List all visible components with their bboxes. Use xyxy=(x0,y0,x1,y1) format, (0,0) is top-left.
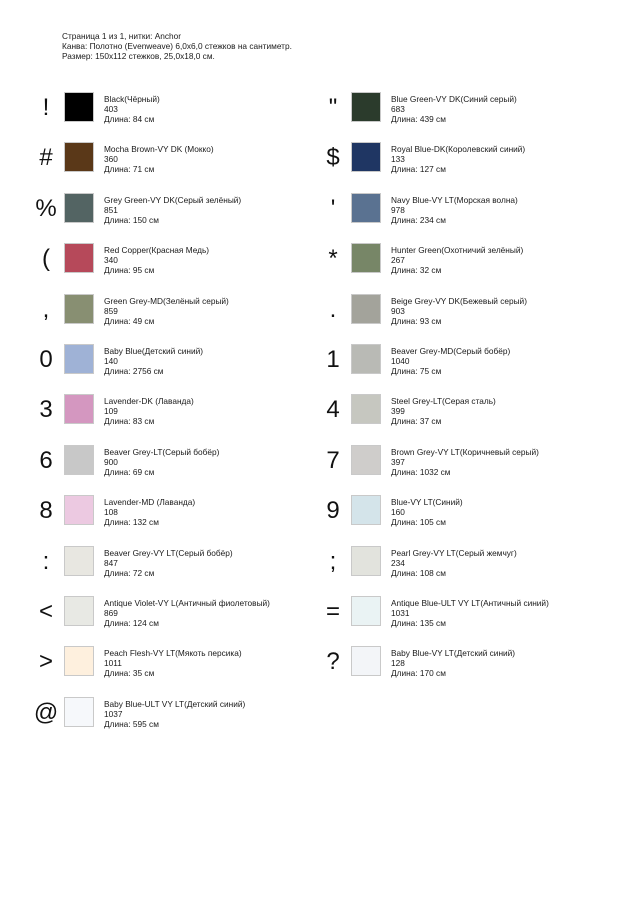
color-swatch xyxy=(351,294,381,324)
thread-code: 234 xyxy=(391,557,405,568)
thread-info xyxy=(104,94,160,124)
stitch-symbol: 4 xyxy=(326,396,340,424)
thread-info xyxy=(391,497,463,527)
thread-info xyxy=(104,396,194,426)
thread-info xyxy=(104,346,203,376)
thread-name: Grey Green-VY DK(Серый зелёный) xyxy=(104,194,242,205)
thread-length: Длина: 35 см xyxy=(104,668,155,679)
thread-code: 397 xyxy=(391,456,405,467)
legend-entry xyxy=(315,596,615,632)
stitch-symbol: @ xyxy=(33,698,59,726)
stitch-symbol: " xyxy=(328,94,338,121)
thread-name: Baby Blue(Детский синий) xyxy=(104,346,203,356)
legend-entry xyxy=(315,92,615,128)
thread-info xyxy=(391,548,517,578)
stitch-symbol: * xyxy=(328,245,338,273)
thread-name: Steel Grey-LT(Серая сталь) xyxy=(391,396,496,407)
thread-code: 128 xyxy=(391,658,405,669)
thread-name: Brown Grey-VY LT(Коричневый серый) xyxy=(391,446,539,457)
thread-name: Blue Green-VY DK(Синий серый) xyxy=(391,94,517,104)
thread-length: Длина: 93 см xyxy=(391,315,442,326)
thread-code: 267 xyxy=(391,255,405,266)
legend-entry xyxy=(28,193,328,229)
thread-code: 903 xyxy=(391,305,405,316)
thread-code: 403 xyxy=(104,104,118,114)
size-info-line: Размер: 150x112 стежков, 25,0x18,0 см. xyxy=(62,51,215,61)
legend-entry xyxy=(315,344,615,380)
thread-name: Red Copper(Красная Медь) xyxy=(104,245,210,256)
thread-code: 108 xyxy=(104,507,118,518)
stitch-symbol: 7 xyxy=(326,446,340,474)
color-swatch xyxy=(64,495,94,525)
thread-info xyxy=(104,699,245,729)
legend-entry xyxy=(28,294,328,330)
thread-info xyxy=(104,195,241,225)
thread-name: Beige Grey-VY DK(Бежевый серый) xyxy=(391,295,527,306)
thread-code: 399 xyxy=(391,406,405,417)
thread-name: Black(Чёрный) xyxy=(104,94,160,104)
thread-info xyxy=(391,195,518,225)
thread-name: Mocha Brown-VY DK (Мокко) xyxy=(104,144,214,155)
thread-info xyxy=(391,144,525,174)
thread-info xyxy=(104,548,233,578)
legend-entry xyxy=(315,495,615,531)
legend-entry xyxy=(28,243,328,279)
thread-name: Beaver Grey-LT(Серый бобёр) xyxy=(104,446,220,457)
thread-code: 1040 xyxy=(391,356,410,366)
legend-entry xyxy=(315,294,615,330)
thread-length: Длина: 234 см xyxy=(391,214,446,225)
stitch-symbol: 3 xyxy=(39,396,53,424)
color-swatch xyxy=(64,596,94,626)
legend-entry xyxy=(28,495,328,531)
thread-name: Antique Blue-ULT VY LT(Античный синий) xyxy=(391,598,549,608)
thread-length: Длина: 75 см xyxy=(391,366,442,376)
thread-name: Lavender-MD (Лаванда) xyxy=(104,497,196,508)
legend-entry xyxy=(315,243,615,279)
thread-code: 683 xyxy=(391,104,405,114)
thread-info xyxy=(104,497,195,527)
thread-code: 140 xyxy=(104,356,118,366)
thread-info xyxy=(104,648,242,678)
thread-name: Antique Violet-VY L(Античный фиолетовый) xyxy=(104,598,270,608)
thread-length: Длина: 132 см xyxy=(104,517,159,528)
thread-length: Длина: 135 см xyxy=(391,618,446,628)
color-swatch xyxy=(64,92,94,122)
thread-length: Длина: 105 см xyxy=(391,517,446,528)
legend-entry xyxy=(315,193,615,229)
thread-name: Baby Blue-VY LT(Детский синий) xyxy=(391,648,516,659)
thread-info xyxy=(391,447,539,477)
thread-name: Green Grey-MD(Зелёный серый) xyxy=(104,295,229,306)
thread-name: Hunter Green(Охотничий зелёный) xyxy=(391,245,524,256)
stitch-symbol: ; xyxy=(329,547,337,575)
thread-length: Длина: 2756 см xyxy=(104,366,164,376)
color-swatch xyxy=(64,193,94,223)
thread-code: 859 xyxy=(104,305,118,316)
thread-name: Lavender-DK (Лаванда) xyxy=(104,396,194,407)
color-swatch xyxy=(64,445,94,475)
color-swatch xyxy=(351,445,381,475)
thread-name: Royal Blue-DK(Королевский синий) xyxy=(391,144,526,155)
stitch-symbol: > xyxy=(38,648,53,676)
thread-info xyxy=(391,346,510,376)
thread-length: Длина: 32 см xyxy=(391,265,442,276)
thread-code: 160 xyxy=(391,507,405,518)
color-swatch xyxy=(351,646,381,676)
legend-entry xyxy=(28,394,328,430)
thread-length: Длина: 83 см xyxy=(104,416,155,427)
color-swatch xyxy=(351,546,381,576)
color-swatch xyxy=(351,193,381,223)
color-swatch xyxy=(351,596,381,626)
stitch-symbol: 0 xyxy=(39,346,53,373)
thread-length: Длина: 37 см xyxy=(391,416,442,427)
thread-length: Длина: 1032 см xyxy=(391,466,451,477)
color-swatch xyxy=(351,394,381,424)
stitch-symbol: ( xyxy=(42,245,50,273)
thread-code: 1037 xyxy=(104,708,123,719)
color-swatch xyxy=(64,697,94,727)
thread-length: Длина: 69 см xyxy=(104,466,155,477)
thread-length: Длина: 108 см xyxy=(391,567,446,578)
thread-info xyxy=(391,296,527,326)
thread-name: Baby Blue-ULT VY LT(Детский синий) xyxy=(104,698,246,709)
color-swatch xyxy=(64,394,94,424)
thread-code: 851 xyxy=(104,204,118,215)
stitch-symbol: = xyxy=(325,598,340,625)
thread-length: Длина: 49 см xyxy=(104,315,155,326)
color-swatch xyxy=(64,142,94,172)
stitch-symbol: 9 xyxy=(326,497,340,525)
color-swatch xyxy=(351,92,381,122)
thread-code: 340 xyxy=(104,255,118,266)
canvas-info-line: Канва: Полотно (Evenweave) 6,0x6,0 стежков на сантиметр. xyxy=(62,41,292,51)
thread-info xyxy=(104,598,270,628)
thread-info xyxy=(391,648,515,678)
legend-entry xyxy=(28,142,328,178)
thread-code: 847 xyxy=(104,557,118,568)
legend-entry xyxy=(315,546,615,582)
legend-entry xyxy=(315,646,615,682)
stitch-symbol: ! xyxy=(42,94,50,121)
legend-entry xyxy=(28,92,328,128)
thread-length: Длина: 439 см xyxy=(391,114,446,124)
thread-name: Blue-VY LT(Синий) xyxy=(391,497,463,508)
stitch-symbol: % xyxy=(35,194,57,222)
color-swatch xyxy=(351,243,381,273)
thread-code: 900 xyxy=(104,456,118,467)
thread-code: 109 xyxy=(104,406,118,417)
thread-code: 869 xyxy=(104,608,118,618)
thread-code: 1031 xyxy=(391,608,410,618)
thread-code: 978 xyxy=(391,204,405,215)
legend-entry xyxy=(28,646,328,682)
thread-length: Длина: 84 см xyxy=(104,114,155,124)
legend-entry xyxy=(28,596,328,632)
color-swatch xyxy=(351,495,381,525)
legend-entry xyxy=(28,445,328,481)
stitch-symbol: 1 xyxy=(326,346,340,373)
stitch-symbol: . xyxy=(329,295,337,323)
thread-info xyxy=(104,447,219,477)
stitch-symbol: ' xyxy=(330,194,336,222)
color-swatch xyxy=(351,344,381,374)
thread-length: Длина: 127 см xyxy=(391,164,446,175)
color-swatch xyxy=(64,243,94,273)
legend-entry xyxy=(315,445,615,481)
stitch-symbol: # xyxy=(39,144,53,172)
legend-entry xyxy=(28,697,328,733)
thread-name: Pearl Grey-VY LT(Серый жемчуг) xyxy=(391,547,517,558)
thread-code: 360 xyxy=(104,154,118,165)
thread-length: Длина: 95 см xyxy=(104,265,155,276)
thread-code: 133 xyxy=(391,154,405,165)
thread-length: Длина: 71 см xyxy=(104,164,155,175)
thread-code: 1011 xyxy=(104,658,122,669)
thread-length: Длина: 124 см xyxy=(104,618,159,628)
stitch-symbol: < xyxy=(38,598,53,625)
page-info-line: Страница 1 из 1, нитки: Anchor xyxy=(62,31,181,41)
stitch-symbol: : xyxy=(42,547,50,575)
legend-entry xyxy=(28,546,328,582)
color-swatch xyxy=(64,546,94,576)
thread-name: Beaver Grey-VY LT(Серый бобёр) xyxy=(104,547,233,558)
thread-info xyxy=(104,144,214,174)
color-swatch xyxy=(64,294,94,324)
thread-name: Peach Flesh-VY LT(Мякоть персика) xyxy=(104,648,242,659)
thread-name: Beaver Grey-MD(Серый бобёр) xyxy=(391,346,511,356)
stitch-symbol: $ xyxy=(326,144,340,172)
stitch-symbol: ? xyxy=(326,648,340,676)
thread-info xyxy=(104,296,229,326)
color-swatch xyxy=(64,344,94,374)
thread-info xyxy=(391,245,523,275)
thread-length: Длина: 595 см xyxy=(104,718,159,729)
thread-length: Длина: 72 см xyxy=(104,567,155,578)
thread-info xyxy=(391,396,496,426)
legend-entry xyxy=(315,142,615,178)
stitch-symbol: 6 xyxy=(39,446,53,474)
thread-info xyxy=(391,598,549,628)
color-swatch xyxy=(351,142,381,172)
legend-entry xyxy=(315,394,615,430)
stitch-symbol: 8 xyxy=(39,497,53,525)
thread-info xyxy=(104,245,209,275)
stitch-symbol: , xyxy=(42,295,50,323)
legend-entry xyxy=(28,344,328,380)
thread-name: Navy Blue-VY LT(Морская волна) xyxy=(391,194,518,205)
thread-length: Длина: 150 см xyxy=(104,214,159,225)
thread-info xyxy=(391,94,517,124)
thread-length: Длина: 170 см xyxy=(391,668,446,679)
color-swatch xyxy=(64,646,94,676)
